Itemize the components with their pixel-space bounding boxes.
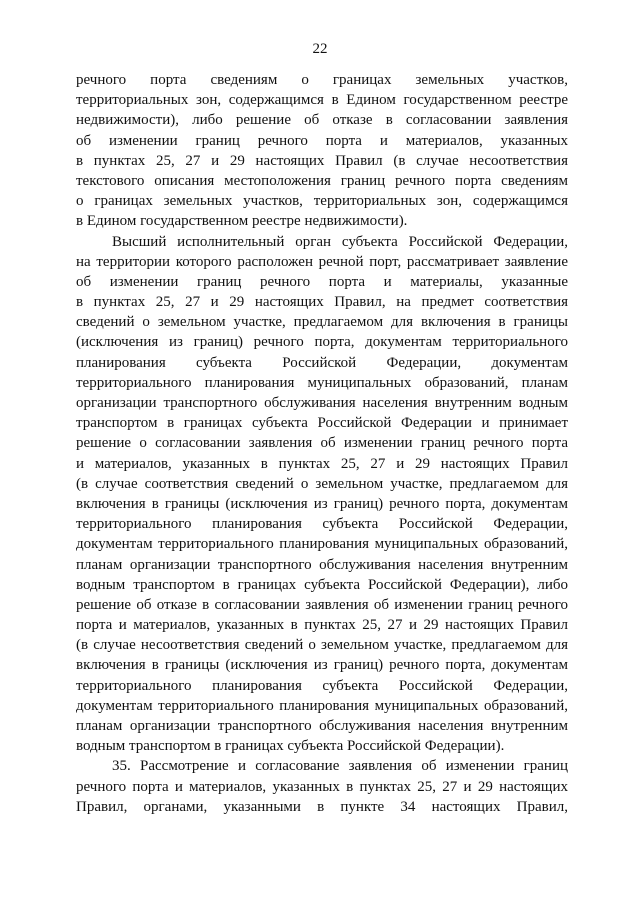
text-line: документам территориального планирования муниципальных образований, [76, 697, 568, 714]
text-line: территориального планирования субъекта Российской Федерации, [76, 677, 568, 694]
page-number: 22 [312, 41, 328, 57]
text-line: Правил, органами, указанными в пункте 34 настоящих Правил, [76, 798, 568, 815]
text-line: документам территориального планирования муниципальных образований, [76, 536, 568, 553]
text-line: включения в границы (исключения из границ) речного порта, документам [76, 495, 568, 512]
text-line: территориального планирования муниципальных образований, планам [76, 374, 568, 391]
text-line: планирования субъекта Российской Федерации, документам [76, 354, 568, 371]
text-line: территориального планирования субъекта Российской Федерации, [76, 516, 568, 533]
text-line: в Едином государственном реестре недвижимости). [76, 213, 408, 230]
text-line: планам организации транспортного обслуживания населения внутренним [76, 556, 568, 573]
text-line: (исключения из границ) речного порта, документам территориального [76, 334, 568, 351]
text-line: в пунктах 25, 27 и 29 настоящих Правил, на предмет соответствия [76, 294, 568, 311]
text-line: порта и материалов, указанных в пунктах 25, 27 и 29 настоящих Правил [76, 617, 568, 634]
text-line: сведений о земельном участке, предлагаемом для включения в границы [76, 314, 568, 331]
text-line: включения в границы (исключения из границ) речного порта, документам [76, 657, 568, 674]
text-line: территориальных зон, содержащимся в Едином государственном реестре [76, 92, 568, 109]
paragraph [76, 70, 568, 232]
text-line: водным транспортом в границах субъекта Российской Федерации). [76, 738, 505, 755]
text-line: об изменении границ речного порта и материалов, указанных [76, 132, 568, 149]
paragraph [76, 232, 568, 757]
text-line: водным транспортом в границах субъекта Российской Федерации), либо [76, 576, 568, 593]
text-line: транспортом в границах субъекта Российской Федерации и принимает [76, 415, 568, 432]
text-line: и материалов, указанных в пунктах 25, 27 и 29 настоящих Правил [76, 455, 568, 472]
text-line: (в случае соответствия сведений о земельном участке, предлагаемом для [76, 475, 568, 492]
paragraph [76, 756, 568, 817]
text-line: (в случае несоответствия сведений о земельном участке, предлагаемом для [76, 637, 568, 654]
text-line: в пунктах 25, 27 и 29 настоящих Правил (в случае несоответствия [76, 152, 568, 169]
text-line: решение об отказе в согласовании заявления об изменении границ речного [76, 596, 568, 613]
text-line: Высший исполнительный орган субъекта Российской Федерации, [112, 233, 568, 250]
text-line: 35. Рассмотрение и согласование заявления об изменении границ [112, 758, 568, 775]
text-line: о границах земельных участков, территориальных зон, содержащимся [76, 193, 568, 210]
text-line: об изменении границ речного порта и материалы, указанные [76, 273, 568, 290]
text-line: речного порта и материалов, указанных в пунктах 25, 27 и 29 настоящих [76, 778, 568, 795]
body-text [76, 70, 568, 817]
text-line: решение о согласовании заявления об изменении границ речного порта [76, 435, 568, 452]
text-line: на территории которого расположен речной порт, рассматривает заявление [76, 253, 568, 270]
text-line: недвижимости), либо решение об отказе в согласовании заявления [76, 112, 568, 129]
text-line: организации транспортного обслуживания населения внутренним водным [76, 395, 568, 411]
text-line: речного порта сведениям о границах земельных участков, [76, 72, 568, 88]
text-line: планам организации транспортного обслуживания населения внутренним [76, 718, 568, 734]
text-line: текстового описания местоположения границ речного порта сведениям [76, 172, 568, 189]
